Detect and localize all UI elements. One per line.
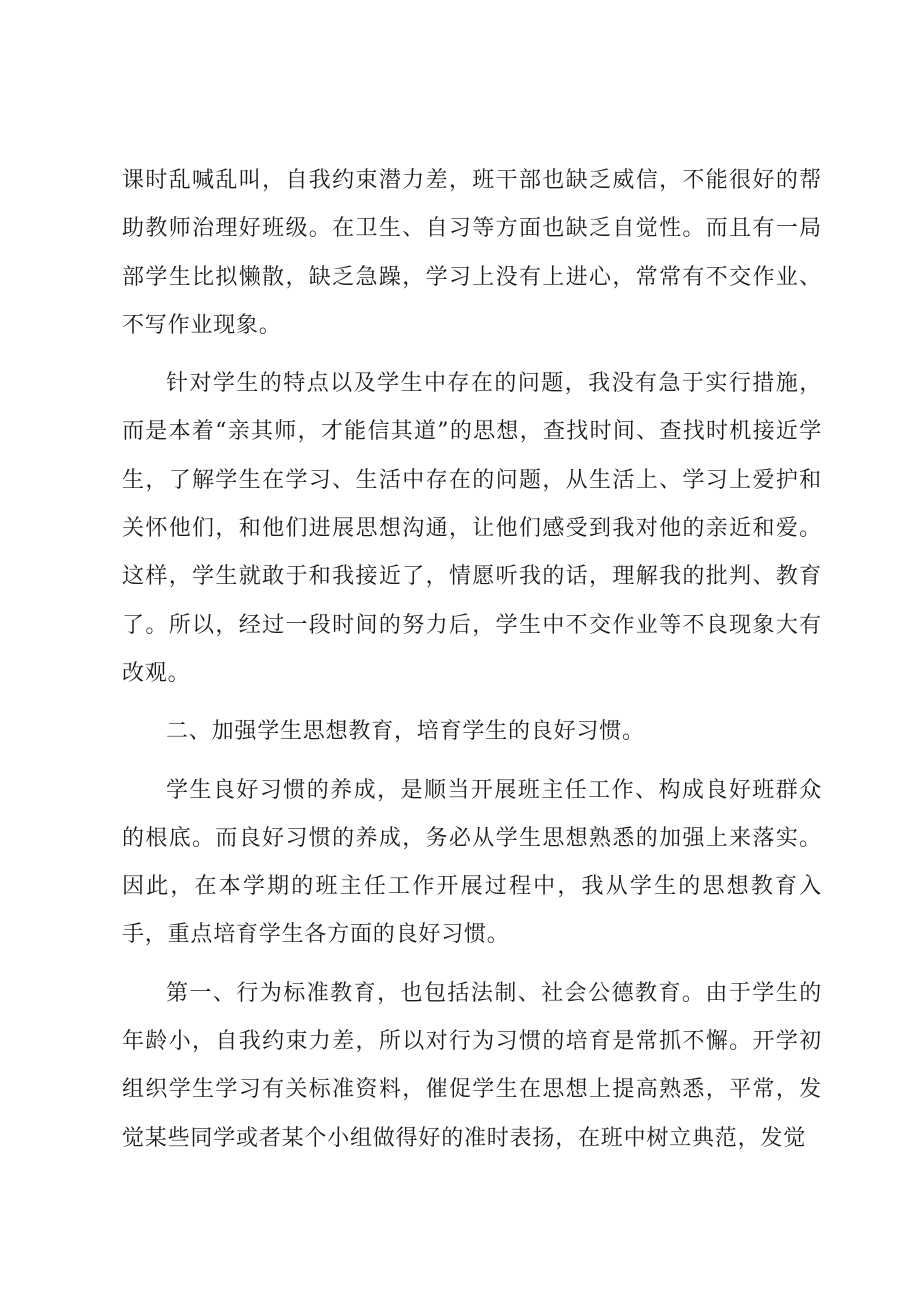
section-heading: 二、加强学生思想教育，培育学生的良好习惯。 <box>166 719 645 745</box>
paragraph-1: 课时乱喊乱叫，自我约束潜力差，班干部也缺乏威信，不能很好的帮助教师治理好班级。在卫生、自习等方面也缺乏自觉性。而且有一局部学生比拟懒散，缺乏急躁，学习上没有上进心，常常有不交作业、不写作业现象。 <box>122 168 822 338</box>
paragraph-4: 第一、行为标准教育，也包括法制、社会公德教育。由于学生的年龄小，自我约束力差，所以对行为习惯的培育是常抓不懈。开学初组织学生学习有关标准资料，催促学生在思想上提高熟悉，平常，发觉某些同学或者某个小组做得好的准时表扬，在班中树立典范，发觉 <box>122 980 822 1151</box>
paragraph-3: 学生良好习惯的养成，是顺当开展班主任工作、构成良好班群众的根底。而良好习惯的养成，务必从学生思想熟悉的加强上来落实。因此，在本学期的班主任工作开展过程中，我从学生的思想教育入手，重点培育学生各方面的良好习惯。 <box>122 777 822 948</box>
document-body <box>122 157 822 1173</box>
paragraph-2: 针对学生的特点以及学生中存在的问题，我没有急于实行措施，而是本着“亲其师，才能信其道”的思想，查找时间、查找时机接近学生，了解学生在学习、生活中存在的问题，从生活上、学习上爱护和关怀他们，和他们进展思想沟通，让他们感受到我对他的亲近和爱。这样，学生就敢于和我接近了，情愿听我的话，理解我的批判、教育了。所以，经过一段时间的努力后，学生中不交作业等不良现象大有改观。 <box>122 371 822 686</box>
